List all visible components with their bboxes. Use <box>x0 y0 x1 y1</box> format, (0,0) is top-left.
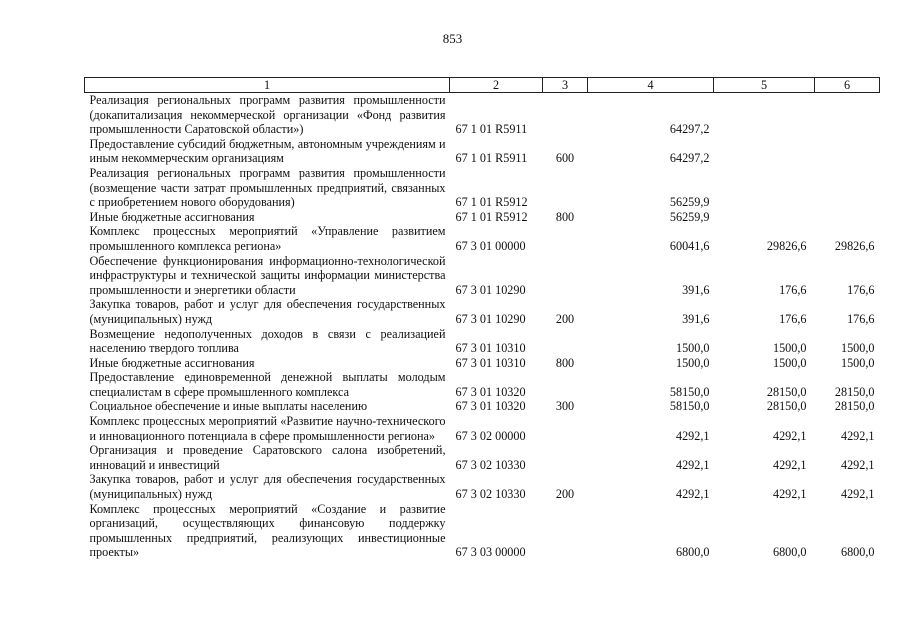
row-value-2 <box>714 93 815 137</box>
row-value-1: 6800,0 <box>675 545 710 560</box>
row-expense-type <box>543 370 588 399</box>
page-number: 853 <box>442 31 463 46</box>
row-expense-type: 800 <box>555 209 575 224</box>
row-code: 67 3 02 10330 <box>455 487 526 502</box>
table-row <box>85 166 880 210</box>
table-row <box>85 370 880 399</box>
row-name: Предоставление субсидий бюджетным, автономным учреждениям и иным некоммерческим организациям <box>89 136 446 166</box>
row-value-2: 6800,0 <box>772 545 807 560</box>
row-value-1: 60041,6 <box>669 238 710 253</box>
table-row <box>85 443 880 472</box>
row-value-2: 4292,1 <box>772 487 807 502</box>
row-value-1: 1500,0 <box>675 341 710 356</box>
table-row <box>85 399 880 414</box>
row-name: Закупка товаров, работ и услуг для обеспечения государственных (муниципальных) нужд <box>89 472 446 502</box>
row-code: 67 1 01 R5911 <box>455 151 528 166</box>
row-value-2 <box>714 137 815 166</box>
row-name: Возмещение недополученных доходов в связи с реализацией населению твердого топлива <box>89 326 446 356</box>
row-value-3 <box>815 166 880 210</box>
row-value-2: 28150,0 <box>766 399 807 414</box>
row-value-2: 176,6 <box>779 282 807 297</box>
row-name: Реализация региональных программ развития промышленности (возмещение части затрат промышленных предприятий, связанных с приобретением нового оборудования) <box>89 165 446 210</box>
row-expense-type <box>543 254 588 298</box>
row-code: 67 3 01 10290 <box>455 311 526 326</box>
row-name: Предоставление единовременной денежной выплаты молодым специалистам в сфере промышленного комплекса <box>89 370 446 399</box>
table-row <box>85 502 880 560</box>
row-value-3 <box>815 137 880 166</box>
budget-table <box>84 77 880 560</box>
row-value-3: 4292,1 <box>840 487 875 502</box>
row-value-3: 176,6 <box>847 282 875 297</box>
row-code: 67 3 02 10330 <box>455 457 526 472</box>
table-row <box>85 472 880 501</box>
row-value-1: 4292,1 <box>675 457 710 472</box>
row-expense-type <box>543 166 588 210</box>
row-value-2: 1500,0 <box>772 341 807 356</box>
row-expense-type <box>543 414 588 443</box>
row-code: 67 1 01 R5911 <box>455 122 528 137</box>
row-code: 67 3 01 10320 <box>455 384 526 399</box>
row-value-2: 29826,6 <box>766 238 807 253</box>
table-row <box>85 210 880 225</box>
row-value-1: 56259,9 <box>669 209 710 224</box>
row-value-1: 391,6 <box>682 311 710 326</box>
row-name: Закупка товаров, работ и услуг для обеспечения государственных (муниципальных) нужд <box>89 297 446 326</box>
row-code: 67 1 01 R5912 <box>455 195 528 210</box>
row-expense-type: 200 <box>555 487 575 502</box>
table-row <box>85 297 880 326</box>
row-value-2: 1500,0 <box>772 355 807 370</box>
row-value-2: 4292,1 <box>772 428 807 443</box>
row-expense-type <box>543 502 588 560</box>
row-value-3 <box>815 210 880 225</box>
row-value-1: 4292,1 <box>675 428 710 443</box>
row-code: 67 3 03 00000 <box>455 545 526 560</box>
table-row <box>85 93 880 137</box>
row-value-2 <box>714 210 815 225</box>
header-col-3: 3 <box>543 78 588 93</box>
table-header <box>85 78 880 93</box>
row-value-2 <box>714 166 815 210</box>
row-name: Реализация региональных программ развития промышленности (докапитализация некоммерческой организации «Фонд развития промышленности Саратовской области») <box>89 93 446 137</box>
table-row <box>85 356 880 371</box>
table-body <box>85 93 880 561</box>
header-row <box>85 78 880 93</box>
row-value-1: 64297,2 <box>669 122 710 137</box>
row-name: Иные бюджетные ассигнования <box>89 209 255 224</box>
header-col-6: 6 <box>815 78 880 93</box>
row-name: Комплекс процессных мероприятий «Управление развитием промышленного комплекса региона» <box>89 224 446 253</box>
table-row <box>85 414 880 443</box>
row-value-3: 29826,6 <box>834 238 875 253</box>
row-code: 67 3 01 00000 <box>455 238 526 253</box>
row-value-2: 4292,1 <box>772 457 807 472</box>
row-expense-type: 200 <box>555 311 575 326</box>
row-value-1: 391,6 <box>682 282 710 297</box>
row-value-1: 64297,2 <box>669 151 710 166</box>
row-value-3: 6800,0 <box>840 545 875 560</box>
row-value-3: 176,6 <box>847 311 875 326</box>
table-row <box>85 224 880 253</box>
row-value-1: 1500,0 <box>675 355 710 370</box>
row-value-3: 4292,1 <box>840 457 875 472</box>
row-expense-type: 800 <box>555 355 575 370</box>
table-row <box>85 137 880 166</box>
row-value-3: 1500,0 <box>840 341 875 356</box>
row-value-2: 176,6 <box>779 311 807 326</box>
row-code: 67 3 01 10290 <box>455 282 526 297</box>
row-value-3: 1500,0 <box>840 355 875 370</box>
row-expense-type <box>543 224 588 253</box>
table-row <box>85 254 880 298</box>
row-value-1: 4292,1 <box>675 487 710 502</box>
row-name: Социальное обеспечение и иные выплаты населению <box>89 399 368 414</box>
row-name: Обеспечение функционирования информационно-технологической инфраструктуры и технической защиты информации министерства промышленности и энергетики области <box>89 253 446 297</box>
row-value-3: 4292,1 <box>840 428 875 443</box>
row-code: 67 1 01 R5912 <box>455 209 528 224</box>
row-value-2: 28150,0 <box>766 384 807 399</box>
row-value-1: 56259,9 <box>669 195 710 210</box>
table-row <box>85 327 880 356</box>
row-value-3: 28150,0 <box>834 399 875 414</box>
row-name: Организация и проведение Саратовского салона изобретений, инноваций и инвестиций <box>89 443 446 472</box>
row-expense-type: 600 <box>555 151 575 166</box>
row-code: 67 3 01 10320 <box>455 399 526 414</box>
row-name: Иные бюджетные ассигнования <box>89 355 255 370</box>
row-value-1: 58150,0 <box>669 399 710 414</box>
header-col-5: 5 <box>714 78 815 93</box>
header-col-4: 4 <box>588 78 714 93</box>
row-value-1: 58150,0 <box>669 384 710 399</box>
row-expense-type <box>543 443 588 472</box>
row-name: Комплекс процессных мероприятий «Создание и развитие организаций, осуществляющих финансовую поддержку промышленных предприятий, реализующих инвестиционные проекты» <box>89 501 446 560</box>
header-col-1: 1 <box>85 78 450 93</box>
row-code: 67 3 02 00000 <box>455 428 526 443</box>
row-name: Комплекс процессных мероприятий «Развитие научно-технического и инновационного потенциала в сфере промышленности региона» <box>89 414 446 443</box>
header-col-2: 2 <box>450 78 543 93</box>
row-expense-type <box>543 327 588 356</box>
row-code: 67 3 01 10310 <box>455 355 526 370</box>
row-expense-type: 300 <box>555 399 575 414</box>
row-value-3: 28150,0 <box>834 384 875 399</box>
row-value-3 <box>815 93 880 137</box>
row-code: 67 3 01 10310 <box>455 341 526 356</box>
row-expense-type <box>543 93 588 137</box>
